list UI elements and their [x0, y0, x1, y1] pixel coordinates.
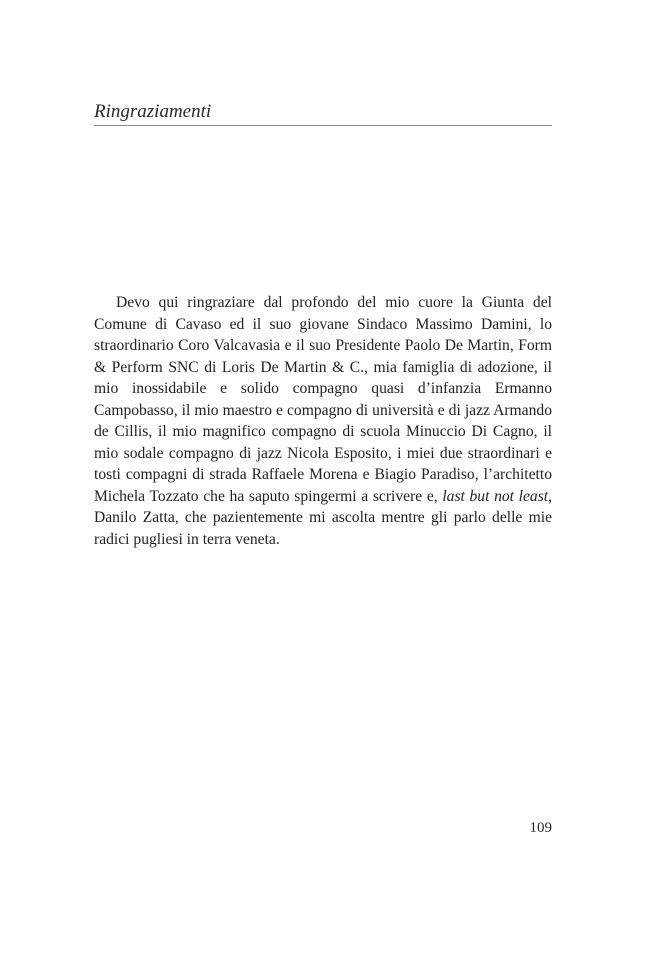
paragraph-italic-phrase: last but not least: [442, 487, 549, 505]
page-number: 109: [529, 820, 552, 836]
paragraph-text-start: Devo qui ringraziare dal profondo del mio cuore la Giunta del Comune di Cavaso ed il suo giovane Sindaco Massimo Damini, lo straordinario Coro Valcavasia e il suo Presidente Paolo De Martin, Form & Perform SNC di Loris De Martin & C., mia famiglia di adozione, il mio inossidabile e solido compagno quasi d’infanzia Ermanno Campobasso, il mio maestro e compagno di università e di jazz Armando de Cillis, il mio magnifico compagno di scuola Minuccio Di Cagno, il mio sodale compagno di jazz Nicola Esposito, i miei due straordinari e tosti compagni di strada Raffaele Morena e Biagio Paradiso, l’architetto Michela Tozzato che ha saputo spingermi a scrivere e,: [94, 294, 552, 505]
acknowledgements-paragraph: [94, 292, 552, 550]
header-rule: [94, 125, 552, 126]
paragraph-text-end: , Danilo Zatta, che pazientemente mi ascolta mentre gli parlo delle mie radici pugliesi in terra veneta.: [94, 487, 553, 548]
running-head: Ringraziamenti: [94, 101, 212, 122]
